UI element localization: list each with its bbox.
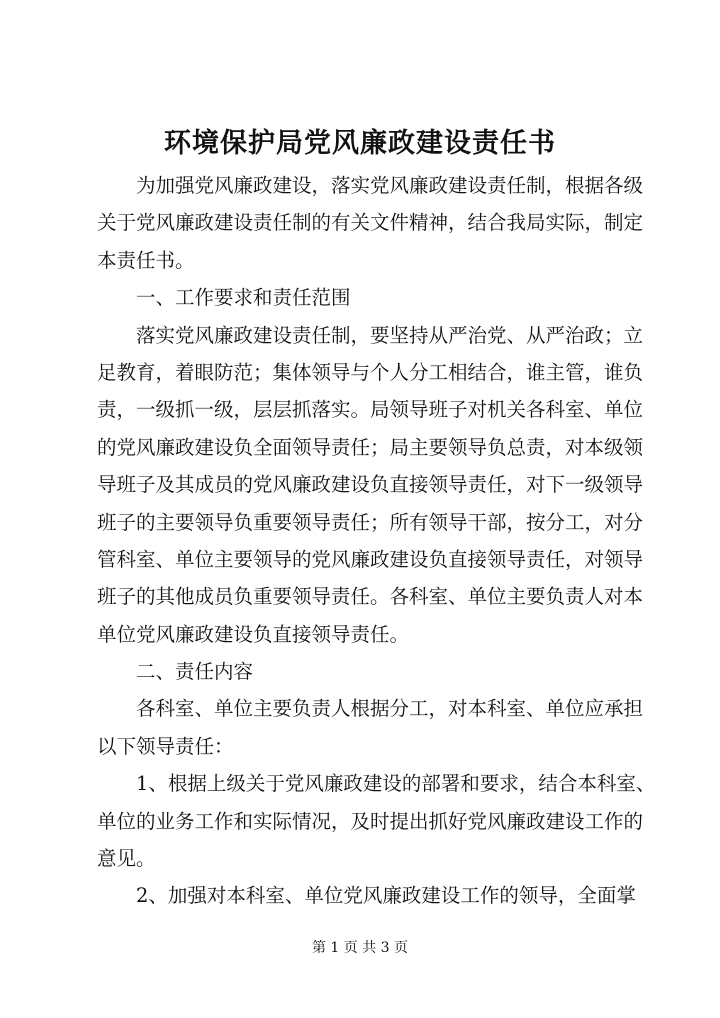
paragraph-line: 二、责任内容 xyxy=(136,660,254,684)
paragraph-line: 的党风廉政建设负全面领导责任；局主要领导负总责，对本级领 xyxy=(97,435,644,459)
paragraph-line: 1、根据上级关于党风廉政建设的部署和要求，结合本科室、 xyxy=(136,772,656,796)
paragraph-line: 一、工作要求和责任范围 xyxy=(136,286,351,310)
paragraph-line: 意见。 xyxy=(97,847,156,871)
paragraph-line: 关于党风廉政建设责任制的有关文件精神，结合我局实际，制定 xyxy=(97,211,644,235)
paragraph-line: 以下领导责任： xyxy=(97,734,234,758)
paragraph-line: 为加强党风廉政建设，落实党风廉政建设责任制，根据各级 xyxy=(136,174,644,197)
page-footer: 第 1 页 共 3 页 xyxy=(311,940,409,956)
paragraph-line: 管科室、单位主要领导的党风廉政建设负直接领导责任，对领导 xyxy=(97,547,644,571)
paragraph-line: 班子的主要领导负重要领导责任；所有领导干部，按分工，对分 xyxy=(97,510,644,534)
paragraph-line: 本责任书。 xyxy=(97,248,195,272)
document-body xyxy=(97,167,656,915)
paragraph-line: 足教育，着眼防范；集体领导与个人分工相结合，谁主管，谁负 xyxy=(97,360,644,384)
paragraph-line: 2、加强对本科室、单位党风廉政建设工作的领导，全面掌 xyxy=(136,884,636,908)
paragraph-line: 班子的其他成员负重要领导责任。各科室、单位主要负责人对本 xyxy=(97,585,644,609)
paragraph-line: 导班子及其成员的党风廉政建设负直接领导责任，对下一级领导 xyxy=(97,473,644,497)
paragraph-line: 责，一级抓一级，层层抓落实。局领导班子对机关各科室、单位 xyxy=(97,398,644,422)
paragraph-line: 各科室、单位主要负责人根据分工，对本科室、单位应承担 xyxy=(136,697,644,721)
paragraph-line: 单位的业务工作和实际情况，及时提出抓好党风廉政建设工作的 xyxy=(97,809,644,833)
paragraph-line: 落实党风廉政建设责任制，要坚持从严治党、从严治政；立 xyxy=(136,323,644,347)
document-title: 环境保护局党风廉政建设责任书 xyxy=(164,128,556,159)
paragraph-line: 单位党风廉政建设负直接领导责任。 xyxy=(97,622,410,646)
